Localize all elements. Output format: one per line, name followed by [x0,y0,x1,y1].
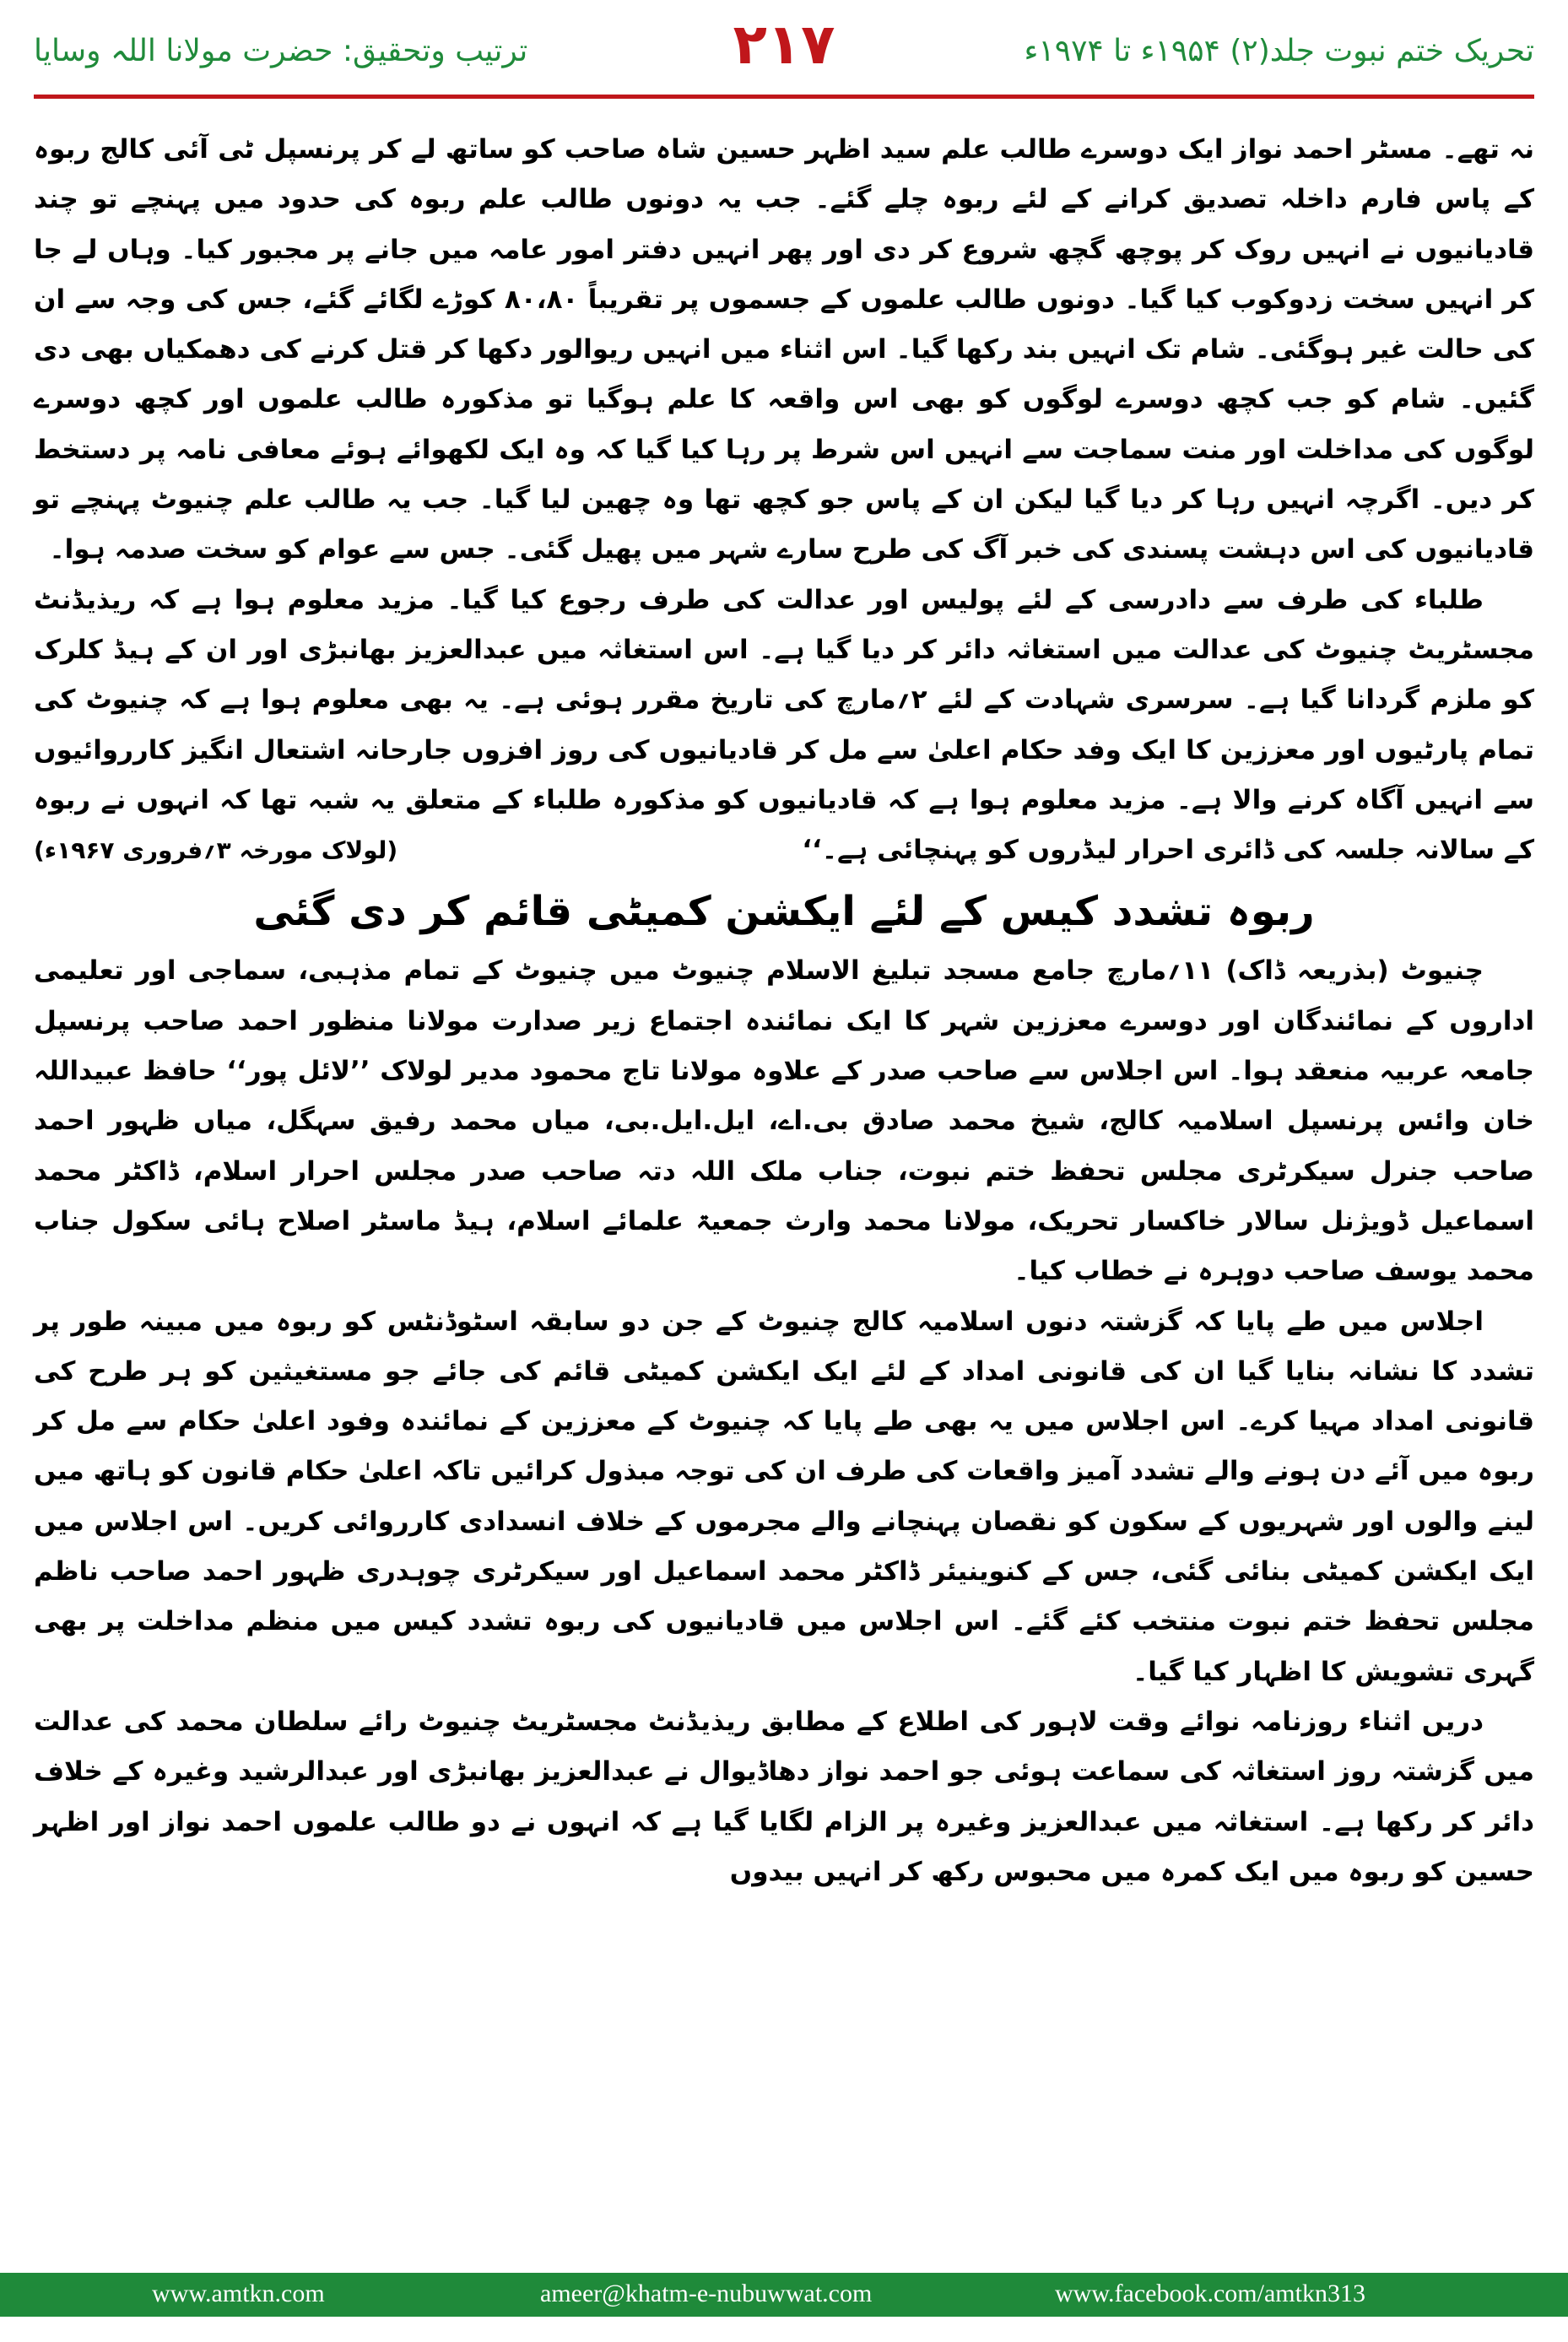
page-footer [0,2273,1568,2317]
header-divider [34,95,1534,99]
page-body [34,125,1534,1897]
page-number: ۲۱۷ [733,12,835,77]
paragraph-3: چنیوٹ (بذریعہ ڈاک) ۱۱؍مارچ جامع مسجد تبلیغ الاسلام چنیوٹ میں چنیوٹ کے تمام مذہبی، سماجی اور تعلیمی اداروں کے نمائندگان اور دوسرے معززین شہر کا ایک نمائندہ اجتماع زیر صدارت مولانا منظور احمد صاحب پرنسپل جامعہ عربیہ منعقد ہوا۔ اس اجلاس سے صاحب صدر کے علاوہ مولانا تاج محمود مدیر لولاک ’’لائل پور‘‘ حافظ عبیداللہ خان وائس پرنسپل اسلامیہ کالج، شیخ محمد صادق بی.اے، ایل.ایل.بی، میاں محمد رفیق سہگل، میاں ظہور احمد صاحب جنرل سیکرٹری مجلس تحفظ ختم نبوت، جناب ملک اللہ دتہ صاحب صدر مجلس احرار اسلام، ڈاکٹر محمد اسماعیل ڈویژنل سالار خاکسار تحریک، مولانا محمد وارث جمعیۃ علمائے اسلام، ہیڈ ماسٹر اصلاح ہائی سکول جناب محمد یوسف صاحب دوہرہ نے خطاب کیا۔ [34,955,1534,1287]
book-title: تحریک ختم نبوت جلد(۲) ۱۹۵۴ء تا ۱۹۷۴ء [1024,34,1534,68]
paragraph-1: نہ تھے۔ مسٹر احمد نواز ایک دوسرے طالب علم سید اظہر حسین شاہ صاحب کو ساتھ لے کر پرنسپل ٹی آئی کالج ربوہ کے پاس فارم داخلہ تصدیق کرانے کے لئے ربوہ چلے گئے۔ جب یہ دونوں طالب علم ربوہ کی حدود میں پہنچے تو چند قادیانیوں نے انہیں روک کر پوچھ گچھ شروع کر دی اور پھر انہیں دفتر امور عامہ میں جانے پر مجبور کیا۔ وہاں لے جا کر انہیں سخت زدوکوب کیا گیا۔ دونوں طالب علموں کے جسموں پر تقریباً ۸۰،۸۰ کوڑے لگائے گئے، جس کی وجہ سے ان کی حالت غیر ہوگئی۔ شام تک انہیں بند رکھا گیا۔ اس اثناء میں انہیں ریوالور دکھا کر قتل کرنے کی دھمکیاں بھی دی گئیں۔ شام کو جب کچھ دوسرے لوگوں کو بھی اس واقعہ کا علم ہوگیا تو مذکورہ طالب علموں اور کچھ دوسرے لوگوں کی مداخلت اور منت سماجت سے انہیں اس شرط پر رہا کیا گیا کہ وہ ایک لکھوائے ہوئے معافی نامہ پر دستخط کر دیں۔ اگرچہ انہیں رہا کر دیا گیا لیکن ان کے پاس جو کچھ تھا وہ چھین لیا گیا۔ جب یہ طالب علم چنیوٹ پہنچے تو قادیانیوں کی اس دہشت پسندی کی خبر آگ کی طرح سارے شہر میں پھیل گئی۔ جس سے عوام کو سخت صدمہ ہوا۔ [34,134,1534,565]
paragraph-4: اجلاس میں طے پایا کہ گزشتہ دنوں اسلامیہ کالج چنیوٹ کے جن دو سابقہ اسٹوڈنٹس کو ربوہ میں مبینہ طور پر تشدد کا نشانہ بنایا گیا ان کی قانونی امداد کے لئے ایک ایکشن کمیٹی قائم کی جائے جو مستغیثین کو ہر طرح کی قانونی امداد مہیا کرے۔ اس اجلاس میں یہ بھی طے پایا کہ چنیوٹ کے معززین کے نمائندہ وفود اعلیٰ حکام سے مل کر ربوہ میں آئے دن ہونے والے تشدد آمیز واقعات کی طرف ان کی توجہ مبذول کرائیں تاکہ اعلیٰ حکام قانون کو ہاتھ میں لینے والوں اور شہریوں کے سکون کو نقصان پہنچانے والے مجرموں کے خلاف انسدادی کارروائی کریں۔ اس اجلاس میں ایک ایکشن کمیٹی بنائی گئی، جس کے کنوینیئر ڈاکٹر محمد اسماعیل اور سیکرٹری چوہدری ظہور احمد صاحب ناظم مجلس تحفظ ختم نبوت منتخب کئے گئے۔ اس اجلاس میں قادیانیوں کی ربوہ تشدد کیس میں منظم مداخلت پر بھی گہری تشویش کا اظہار کیا گیا۔ [34,1306,1534,1687]
page-header [34,12,1534,105]
paragraph-2-text: طلباء کی طرف سے دادرسی کے لئے پولیس اور عدالت کی طرف رجوع کیا گیا۔ مزید معلوم ہوا ہے کہ ریذیڈنٹ مجسٹریٹ چنیوٹ کی عدالت میں استغاثہ دائر کر دیا گیا ہے۔ اس استغاثہ میں عبدالعزیز بھانبڑی اور ان کے ہیڈ کلرک کو ملزم گردانا گیا ہے۔ سرسری شہادت کے لئے ۲؍مارچ کی تاریخ مقرر ہوئی ہے۔ یہ بھی معلوم ہوا ہے کہ چنیوٹ کی تمام پارٹیوں اور معززین کا ایک وفد حکام اعلیٰ سے مل کر قادیانیوں کی روز افزوں جارحانہ اشتعال انگیز کارروائیوں سے انہیں آگاہ کرنے والا ہے۔ مزید معلوم ہوا ہے کہ قادیانیوں کو مذکورہ طلباء کے متعلق یہ شبہ تھا کہ انہوں نے ربوہ کے سالانہ جلسہ کی ڈائری احرار لیڈروں کو پہنچائی ہے۔‘‘ [34,584,1534,866]
section-heading: ربوہ تشدد کیس کے لئے ایکشن کمیٹی قائم کر دی گئی [253,888,1315,936]
facebook-link[interactable]: www.facebook.com/amtkn313 [1055,2280,1365,2307]
email-link[interactable]: ameer@khatm-e-nubuwwat.com [540,2280,873,2307]
website-link[interactable]: www.amtkn.com [152,2280,325,2307]
citation: (لولاک مورخہ ۳؍فروری ۱۹۶۷ء) [34,836,398,865]
compiler-credit: ترتیب وتحقیق: حضرت مولانا اللہ وسایا [34,34,528,68]
paragraph-5: دریں اثناء روزنامہ نوائے وقت لاہور کی اطلاع کے مطابق ریذیڈنٹ مجسٹریٹ چنیوٹ رائے سلطان محمد کی عدالت میں گزشتہ روز استغاثہ کی سماعت ہوئی جو احمد نواز دھاڈیوال نے عبدالعزیز بھانبڑی اور عبدالرشید وغیرہ کے خلاف دائر کر رکھا ہے۔ استغاثہ میں عبدالعزیز وغیرہ پر الزام لگایا گیا ہے کہ انہوں نے دو طالب علموں احمد نواز اور اظہر حسین کو ربوہ میں ایک کمرہ میں محبوس رکھ کر انہیں بیدوں [34,1706,1534,1887]
paragraph-2 [34,576,1534,876]
